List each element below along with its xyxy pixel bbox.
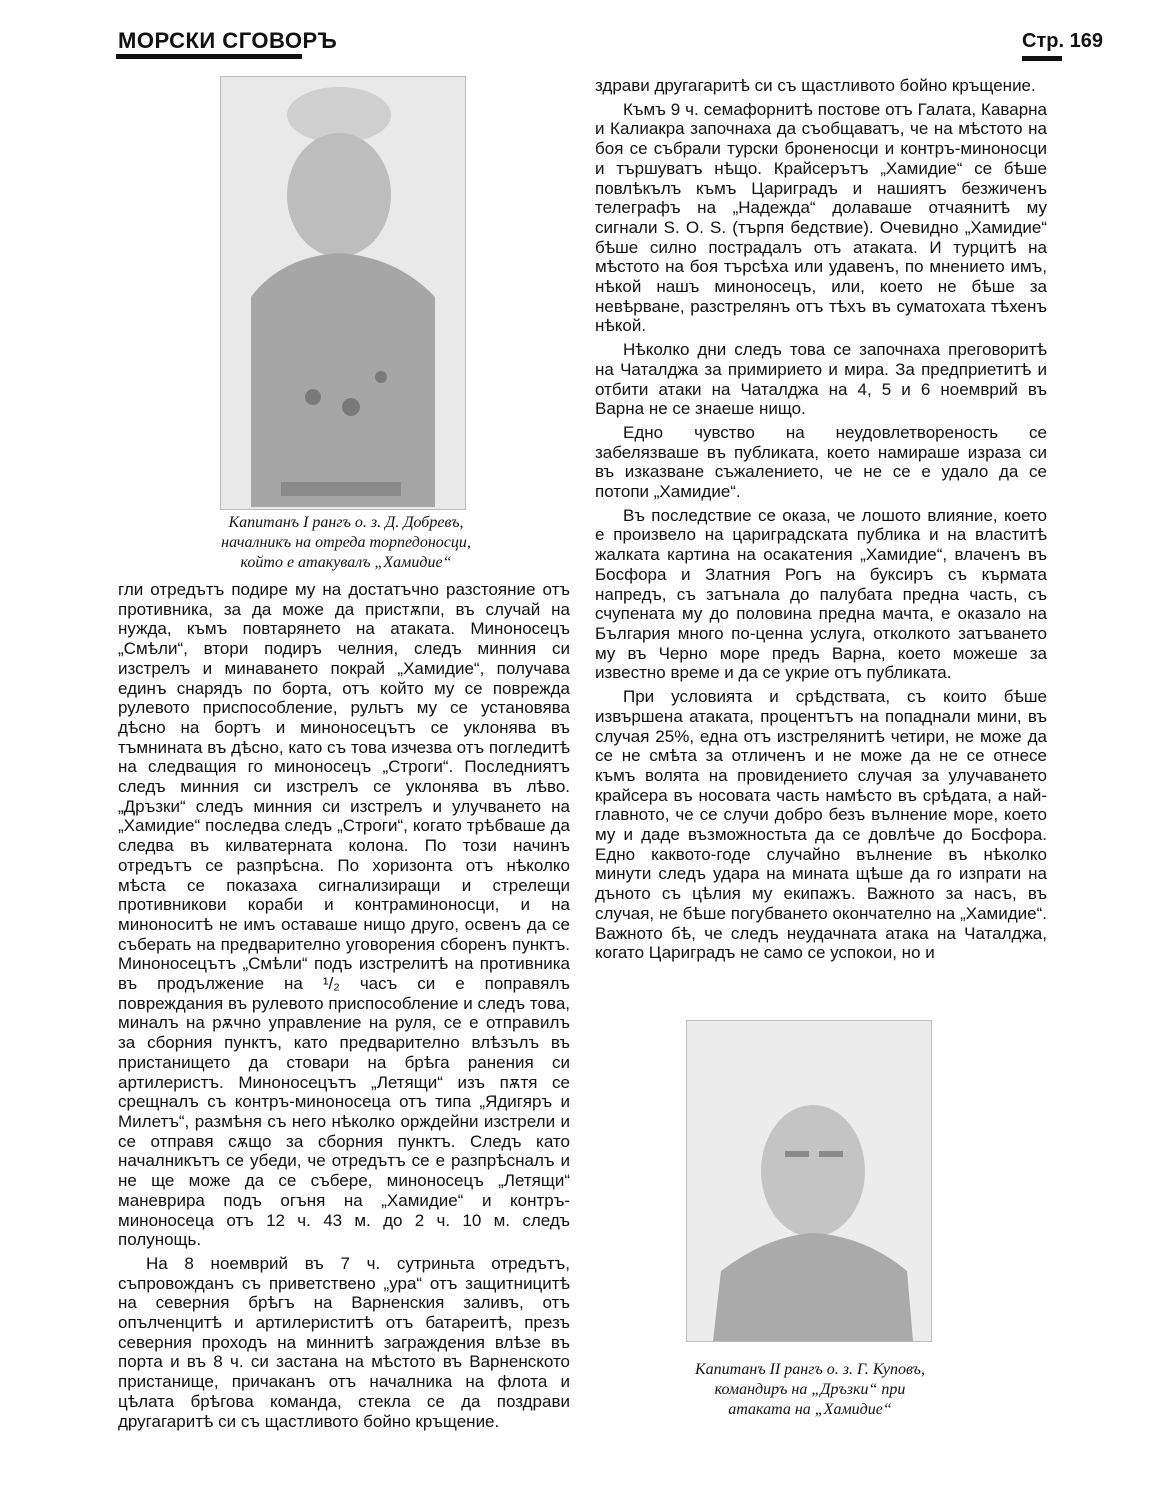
paragraph: Едно чувство на неудовлетвореность се забелязваше въ публиката, което намираше израза си въ изказване съжалението, че не се е удало да се потопи „Хамидие“. [595, 422, 1047, 502]
article-column-left [118, 580, 570, 1435]
photo-caption: Капитанъ II рангъ о. з. Г. Куповъ, командиръ на „Дръзки“ при атаката на „Хамидие“ [695, 1361, 925, 1418]
paragraph: здрави другагаритѣ си съ щастливото бойно кръщение. [595, 76, 1036, 95]
paragraph: Нѣколко дни следъ това се започнаха преговоритѣ на Чаталджа за примирието и мира. За предприетитѣ и отбити атаки на Чаталджа на 4, 5 и 6 ноемврий въ Варна не се знаеше нищо. [595, 340, 1047, 419]
portrait-photo-icon [686, 1020, 932, 1342]
officer-portrait-icon [221, 77, 465, 509]
paragraph: На 8 ноемврий въ 7 ч. сутриньта отредътъ, съпровожданъ съ приветствено „ура“ отъ защитницитѣ на северния брѣгъ на Варненския заливъ, отъ опълченцитѣ и артилериститѣ отъ батареитѣ, презъ северния проходъ на миннитѣ заграждения влѣзе въ порта и въ 8 ч. си застана на мѣстото въ Варненското пристанище, причаканъ отъ началника на флота и цѣлата брѣгова команда, стекла се да поздрави другагаритѣ си съ щастливото бойно кръщение. [118, 1253, 570, 1431]
paragraph: гли отредътъ подире му на достатъчно разстояние отъ противника, за да може да пристѫпи, въ случай на нужда, къмъ повтарянето на атаката. Миноносецъ „Смѣли“, втори подиръ челния, следъ минния си изстрелъ и минаването покрай „Хамидие“, получава единъ снарядъ по борта, отъ който му се поврежда рулевото приспособление, рультъ му се установява дѣсно на бортъ и миноносецътъ се уклонява въ тъмнината въ дѣсно, като съ това изчезва отъ погледитѣ на следващия го миноносецъ „Строги“. Последниятъ следъ минния си изстрелъ се уклонява въ лѣво. „Дръзки“ следъ минния си изстрелъ и улучването на „Хамидие“ последва следъ „Строги“, когато трѣбваше да следва въ килватерната колона. По този начинъ отредътъ се разпрѣсна. По хоризонта отъ нѣколко мѣста се показаха сигнализиращи и стрелещи противникови кораби и контраминоносци, и на миноноситѣ не имъ оставаше нищо друго, освенъ да се съберать на предварително уговорения сборенъ пунктъ. Миноносецътъ „Смѣли“ подъ изстрелитѣ на противника въ продължение на ¹/₂ часъ си е поправялъ повреждания въ рулевото приспособление и следъ това, миналъ на рѫчно управление на руля, се е отправилъ за сборния пунктъ, като предварително влѣзълъ въ пристанището да стовари на брѣга ранения си артилеристъ. Миноносецътъ „Летящи“ изъ пѫтя се срещналъ съ контръ-миноносеца отъ типа „Ядигяръ и Милетъ“, размѣня съ него нѣколко орждейни изстрели и се отправя сѫщо за сборния пунктъ. Следъ като началникътъ се убеди, че отредътъ се е разпрѣсналъ и не ще може да се събере, миноносецъ „Летящи“ маневрира подъ огъня на „Хамидие“ и контръ-миноносеца отъ 12 ч. 43 м. до 2 ч. 10 м. следъ полунощь. [118, 580, 570, 1250]
page-number: Стр. 169 [1022, 30, 1103, 52]
journal-title: МОРСКИ СГОВОРЪ [118, 28, 338, 53]
paragraph: Въ последствие се оказа, че лошото влияние, което е произвело на цариградската публика и на властитѣ жалката картина на осакатения „Хамидие“, влаченъ въ Босфора и Златния Рогъ на буксиръ съ кърмата напредъ, съ затънала до палубата предна часть, съ счупената му до половина предна мачта, е оказало на България много по-ценна услуга, отколкото затъването му въ Черно море предъ Варна, което можеше за известно време и да се укрие отъ публиката. [595, 505, 1047, 683]
officer-portrait-icon [687, 1021, 931, 1341]
article-column-right [595, 76, 1047, 967]
photo-caption: Капитанъ I рангъ о. з. Д. Добревъ, началникъ на отреда торпедоносци, който е атакувалъ „Хамидие“ [221, 514, 471, 571]
paragraph: При условията и срѣдствата, съ които бѣше извършена атаката, процентътъ на попаднали мини, въ случая 25%, една отъ изстрелянитѣ четири, не може да се не смѣта за отличенъ и не може да не се отнесе къмъ волята на провидението случая за улучаването крайсера въ носовата часть намѣсто въ срѣдата, а най-главното, че се случи добро безъ вълнение море, което му и даде възможностьта да се довлѣче до Босфора. Едно каквото-годе случайно вълнение въ нѣколко минути следъ удара на мината щѣше да го изпрати на дъното съ цѣлия му екипажъ. Важното за насъ, въ случая, не бѣше погубването окончателно на „Хамидие“. Важното бѣ, че следъ неудачната атака на Чаталджа, когато Цариградъ не само се успокои, но и [595, 687, 1047, 963]
header-rule [1022, 56, 1062, 61]
paragraph: Къмъ 9 ч. семафорнитѣ постове отъ Галата, Каварна и Калиакра започнаха да съобщаватъ, че на мѣстото на боя се събрали турски броненосци и контръ-миноносци и тършуватъ нѣщо. Крайсерътъ „Хамидие“ се бѣше повлѣкълъ къмъ Цариградъ и нашиятъ безжиченъ телеграфъ на „Надежда“ долаваше отчаянитѣ му сигнали S. O. S. (търпя бедствие). Очевидно „Хамидие“ бѣше силно пострадалъ отъ атаката. И турцитѣ на мѣстото на боя търсѣха или удавенъ, по мнението имъ, нѣкой нашъ миноносецъ, или, което не бѣше за невѣрване, разстрелянъ отъ тѣхъ въ суматохата тѣхенъ нѣкой. [595, 99, 1047, 336]
header-rule [116, 54, 302, 59]
portrait-photo-icon [220, 76, 466, 510]
